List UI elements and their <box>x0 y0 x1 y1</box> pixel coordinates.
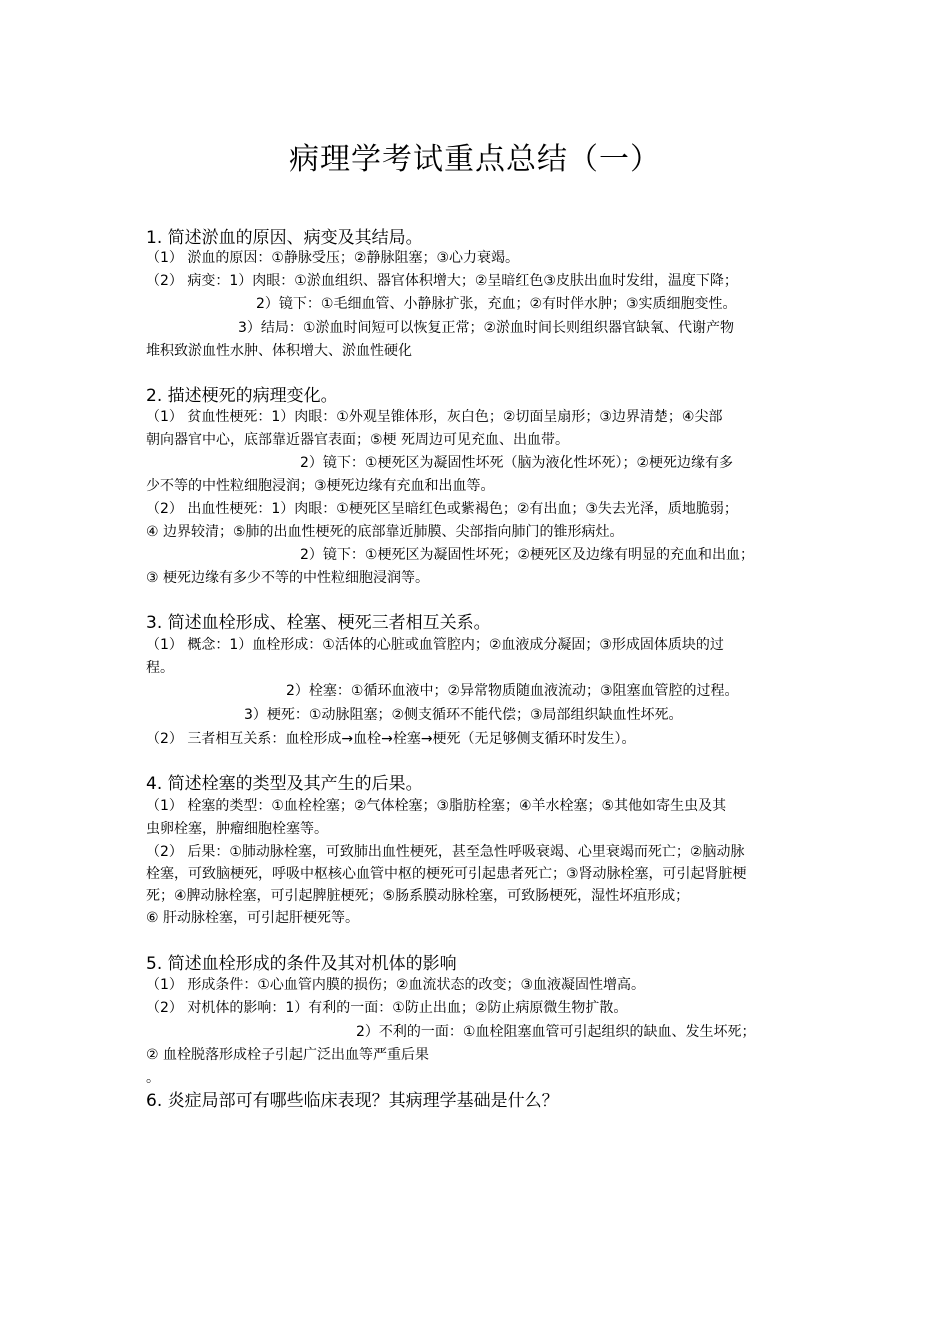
section-2-heading: 2. 描述梗死的病理变化。 <box>146 386 338 406</box>
section-5-line-3: 2）不利的一面：①血栓阻塞血管可引起组织的缺血、发生坏死； <box>356 1024 756 1040</box>
section-3-line-2: 程。 <box>146 660 174 676</box>
section-4-heading: 4. 简述栓塞的类型及其产生的后果。 <box>146 774 423 794</box>
section-1-line-4: 3）结局：①淤血时间短可以恢复正常；②淤血时间长则组织器官缺氧、代谢产物 <box>238 320 735 336</box>
section-4-line-2: 虫卵栓塞，肿瘤细胞栓塞等。 <box>146 821 328 837</box>
section-3-line-3: 2）栓塞：①循环血液中；②异常物质随血液流动；③阻塞血管腔的过程。 <box>286 683 739 699</box>
section-3-line-4: 3）梗死：①动脉阻塞；②侧支循环不能代偿；③局部组织缺血性坏死。 <box>244 707 683 723</box>
section-2-line-6: ④ 边界较清；⑤肺的出血性梗死的底部靠近肺膜、尖部指向肺门的锥形病灶。 <box>146 524 624 540</box>
section-6-heading: 6. 炎症局部可有哪些临床表现？其病理学基础是什么？ <box>146 1091 559 1111</box>
section-5-line-1: （1） 形成条件：①心血管内膜的损伤；②血流状态的改变；③血液凝固性增高。 <box>146 977 646 993</box>
section-4-line-6: ⑥ 肝动脉栓塞，可引起肝梗死等。 <box>146 910 360 926</box>
section-1-line-5: 堆积致淤血性水肿、体积增大、淤血性硬化 <box>146 343 412 359</box>
section-3-line-1: （1） 概念：1）血栓形成：①活体的心脏或血管腔内；②血液成分凝固；③形成固体质块的过 <box>146 637 724 653</box>
section-4-line-1: （1） 栓塞的类型：①血栓栓塞；②气体栓塞；③脂肪栓塞；④羊水栓塞；⑤其他如寄生虫及其 <box>146 798 727 814</box>
section-4-line-3: （2） 后果：①肺动脉栓塞，可致肺出血性梗死，甚至急性呼吸衰竭、心里衰竭而死亡；②脑动脉 <box>146 844 745 860</box>
section-1-heading: 1. 简述淤血的原因、病变及其结局。 <box>146 228 423 248</box>
section-2-line-2: 朝向器官中心，底部靠近器官表面；⑤梗 死周边可见充血、出血带。 <box>146 432 569 448</box>
section-3-line-5: （2） 三者相互关系：血栓形成→血栓→栓塞→梗死（无足够侧支循环时发生）。 <box>146 731 636 747</box>
section-2-line-7: 2）镜下：①梗死区为凝固性坏死；②梗死区及边缘有明显的充血和出血； <box>300 547 755 563</box>
section-2-line-8: ③ 梗死边缘有多少不等的中性粒细胞浸润等。 <box>146 570 429 586</box>
section-1-line-1: （1） 淤血的原因：①静脉受压；②静脉阻塞；③心力衰竭。 <box>146 250 520 266</box>
section-4-line-4: 栓塞，可致脑梗死，呼吸中枢核心血管中枢的梗死可引起患者死亡；③肾动脉栓塞，可引起肾脏梗 <box>146 866 747 882</box>
section-2-line-1: （1） 贫血性梗死：1）肉眼：①外观呈锥体形，灰白色；②切面呈扇形；③边界清楚；④尖部 <box>146 409 723 425</box>
section-3-heading: 3. 简述血栓形成、栓塞、梗死三者相互关系。 <box>146 613 491 633</box>
section-5-line-5: 。 <box>146 1070 160 1086</box>
section-1-line-2: （2） 病变：1）肉眼：①淤血组织、器官体积增大；②呈暗红色③皮肤出血时发绀，温度下降； <box>146 273 738 289</box>
section-1-line-3: 2）镜下：①毛细血管、小静脉扩张，充血；②有时伴水肿；③实质细胞变性。 <box>256 296 737 312</box>
section-4-line-5: 死；④脾动脉栓塞，可引起脾脏梗死；⑤肠系膜动脉栓塞，可致肠梗死，湿性坏疽形成； <box>146 888 690 904</box>
section-2-line-4: 少不等的中性粒细胞浸润；③梗死边缘有充血和出血等。 <box>146 478 495 494</box>
page-title: 病理学考试重点总结（一） <box>289 142 661 177</box>
section-5-heading: 5. 简述血栓形成的条件及其对机体的影响 <box>146 954 457 974</box>
section-2-line-3: 2）镜下：①梗死区为凝固性坏死（脑为液化性坏死）；②梗死边缘有多 <box>300 455 734 471</box>
section-5-line-2: （2） 对机体的影响：1）有利的一面：①防止出血；②防止病原微生物扩散。 <box>146 1000 628 1016</box>
section-2-line-5: （2） 出血性梗死：1）肉眼：①梗死区呈暗红色或紫褐色；②有出血；③失去光泽，质地脆弱； <box>146 501 738 517</box>
section-5-line-4: ② 血栓脱落形成栓子引起广泛出血等严重后果 <box>146 1047 429 1063</box>
